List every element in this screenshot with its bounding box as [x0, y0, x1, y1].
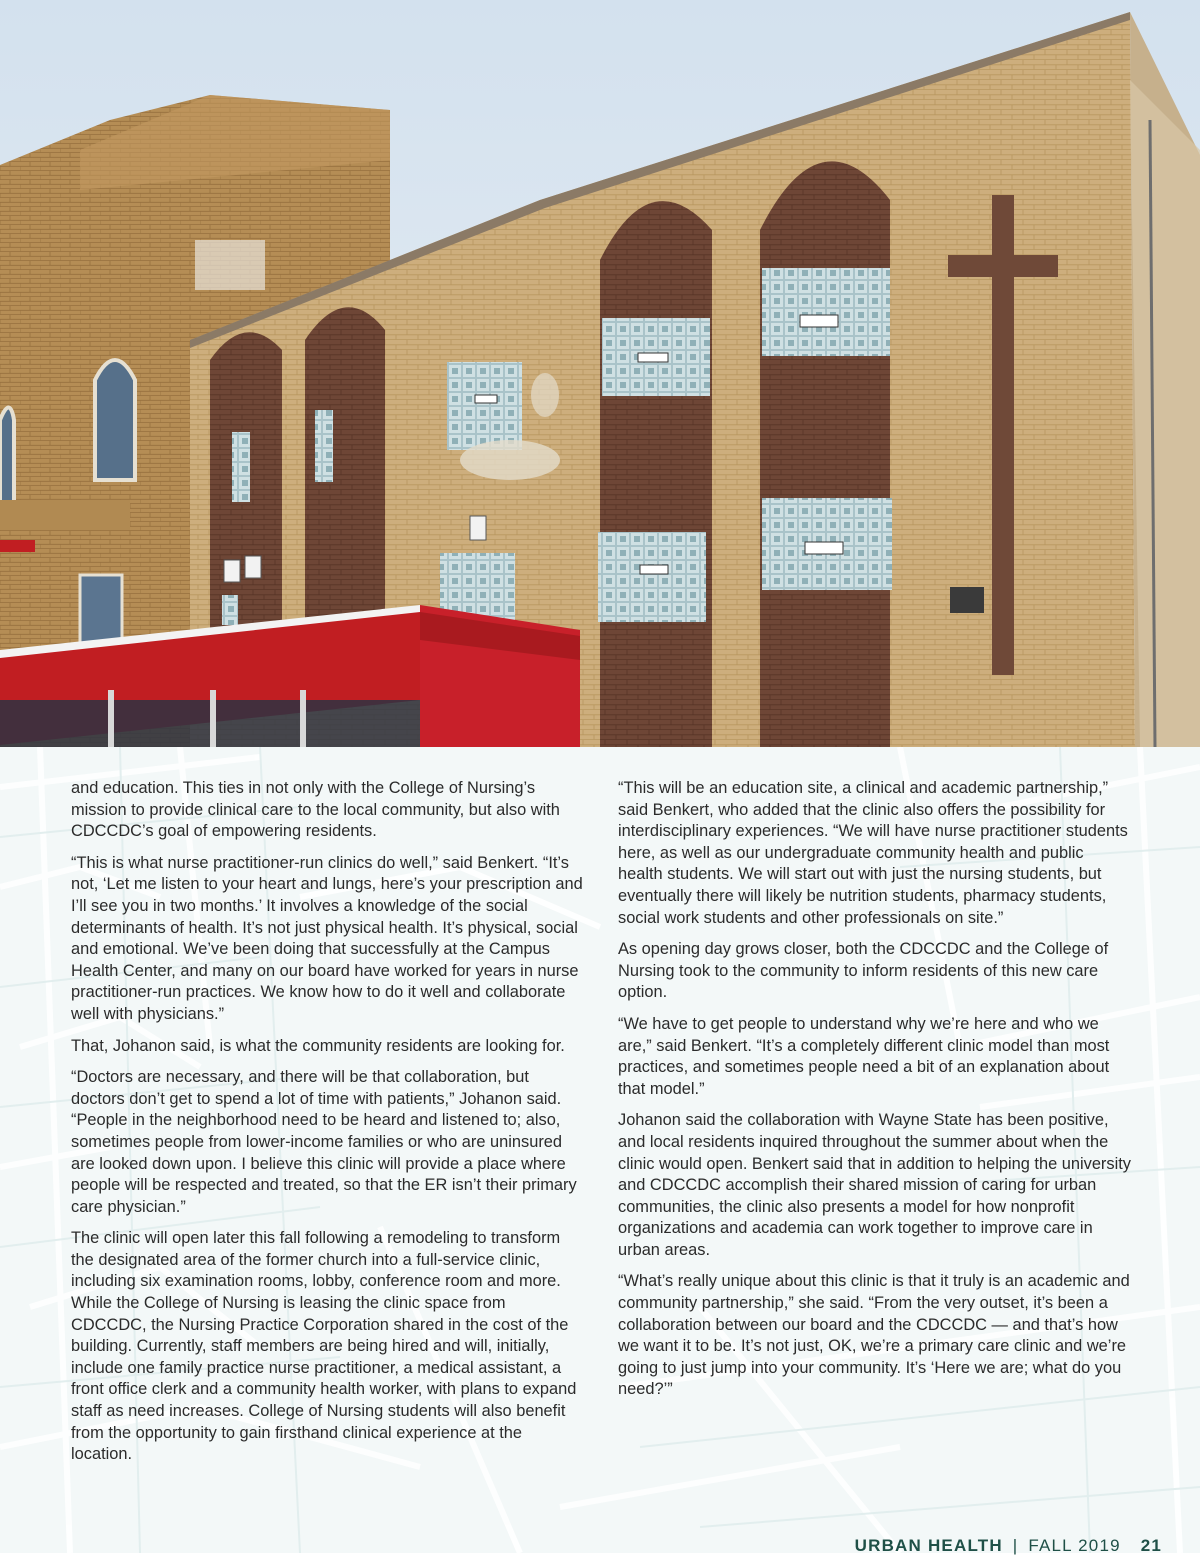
- article-left-column: [71, 778, 583, 1476]
- footer-separator: |: [1012, 1536, 1019, 1555]
- publication-name-urban: URBAN: [854, 1536, 923, 1555]
- publication-name-health: HEALTH: [927, 1536, 1003, 1555]
- paragraph: That, Johanon said, is what the community residents are looking for.: [71, 1036, 565, 1055]
- page-footer: [855, 1536, 1162, 1560]
- paragraph: The clinic will open later this fall following a remodeling to transform the designated area of the former church into a full-service clinic, including six examination rooms, lobby, conference room and more. While the College of Nursing is leasing the clinic space from CDCCDC, the Nursing Practice Corporation shared in the cost of the building. Currently, staff members are being hired and will, initially, include one family practice nurse practitioner, a medical assistant, a front office clerk and a community health worker, with plans to expand staff as need increases. College of Nursing students will also benefit from the opportunity to gain firsthand clinical experience at the location.: [71, 1229, 577, 1464]
- paragraph: “Doctors are necessary, and there will be that collaboration, but doctors don’t get to spend a lot of time with patients,” Johanon said. “People in the neighborhood need to be heard and listened to; also, sometimes people from lower-income families or who are uninsured are looked down upon. I believe this clinic will provide a place where people will be respected and treated, so that the ER isn’t their primary care physician.”: [71, 1068, 577, 1216]
- paragraph: and education. This ties in not only with the College of Nursing’s mission to provide clinical care to the local community, but also with CDCCDC’s goal of empowering residents.: [71, 779, 560, 841]
- paragraph: “We have to get people to understand why we’re here and who we are,” said Benkert. “It’s a completely different clinic model than most practices, and sometimes people need a bit of an explanation about that model.”: [618, 1014, 1110, 1098]
- paragraph: “This will be an education site, a clinical and academic partnership,” said Benkert, who added that the clinic also offers the possibility for interdisciplinary experiences. “We will have nurse practitioner students here, as well as our undergraduate community health and public health students. We will start out with just the nursing students, but eventually there will likely be nutrition students, pharmacy students, social work students and other professionals on site.”: [618, 779, 1128, 927]
- paragraph: “This is what nurse practitioner-run clinics do well,” said Benkert. “It’s not, ‘Let me listen to your heart and lungs, here’s your prescription and I’ll see you in two months.’ It involves a knowledge of the social determinants of health. It’s not just physical health. It’s physical, social and emotional. We’ve been doing that successfully at the Campus Health Center, and many on our board have worked for years in nurse practitioner-run practices. We know how to do it well and collaborate well with physicians.”: [71, 853, 583, 1023]
- building-photo: [0, 0, 1200, 747]
- paragraph: As opening day grows closer, both the CDCCDC and the College of Nursing took to the community to inform residents of this new care option.: [618, 940, 1109, 1002]
- page-number: 21: [1140, 1536, 1162, 1555]
- paragraph: Johanon said the collaboration with Wayne State has been positive, and local residents inquired throughout the summer about when the clinic would open. Benkert said that in addition to helping the university and CDCCDC accomplish their shared mission of caring for urban communities, the clinic also presents a model for how nonprofit organizations and academia can work together to improve care in urban areas.: [618, 1111, 1131, 1259]
- issue-season: FALL 2019: [1028, 1536, 1121, 1555]
- paragraph: “What’s really unique about this clinic is that it truly is an academic and community partnership,” she said. “From the very outset, it’s been a collaboration between our board and the CDCCDC — and that’s how we want it to be. It’s not just, OK, we’re a primary care clinic and we’re going to just jump into your community. It’s ‘Here we are; what do you need?’”: [618, 1272, 1130, 1399]
- article-right-column: [618, 778, 1132, 1411]
